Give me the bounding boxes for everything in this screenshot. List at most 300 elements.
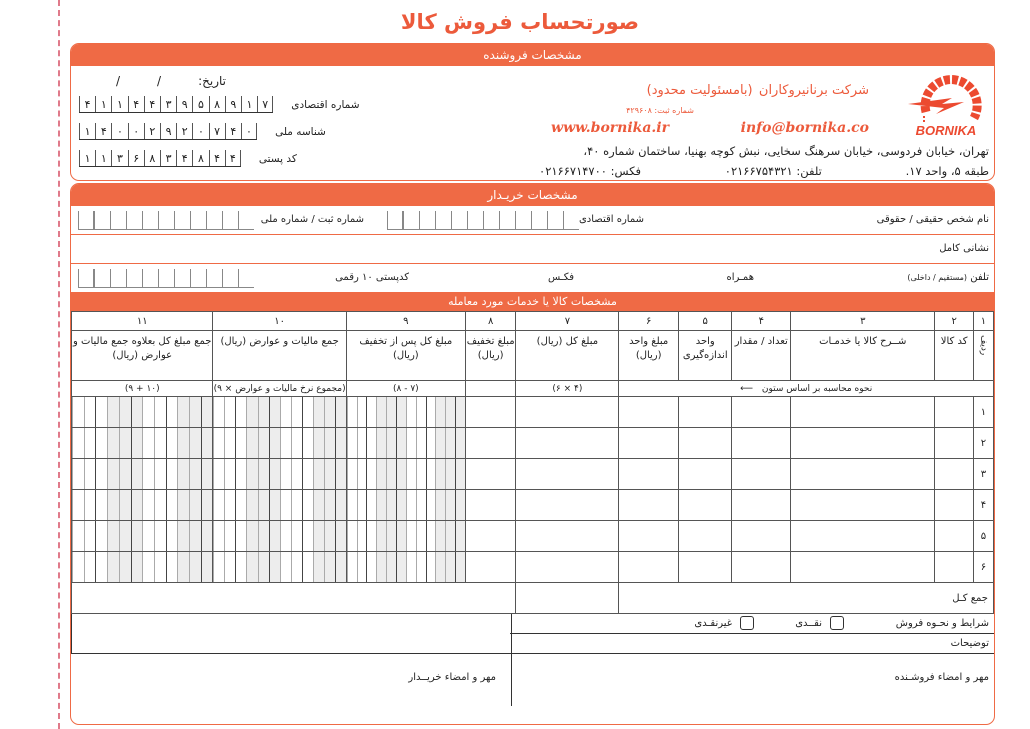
digit-slot — [426, 459, 436, 489]
digit-slot — [213, 459, 224, 489]
digit-slot — [246, 521, 257, 551]
item-row — [72, 552, 994, 583]
digit-slot — [224, 459, 235, 489]
digit-box[interactable]: ۴ — [225, 123, 241, 139]
item-cell[interactable] — [465, 428, 515, 459]
digit-grid — [72, 397, 212, 427]
buyer-signature-label: مهر و امضاء خریــدار — [408, 672, 496, 683]
digit-slot — [177, 397, 189, 427]
item-cell[interactable] — [935, 490, 973, 521]
buyer-economic-code-input[interactable] — [387, 211, 579, 230]
digit-slot — [142, 428, 154, 458]
digit-slot — [246, 428, 257, 458]
digit-slot — [366, 428, 376, 458]
digit-slot — [84, 490, 96, 520]
digit-slot — [95, 521, 107, 551]
item-cell[interactable] — [619, 490, 679, 521]
digit-box[interactable] — [419, 211, 435, 230]
item-cell[interactable] — [516, 490, 619, 521]
item-cell-tax[interactable] — [213, 459, 346, 490]
item-cell[interactable] — [732, 521, 791, 552]
digit-slot — [119, 552, 131, 582]
item-cell[interactable] — [619, 428, 679, 459]
digit-box[interactable]: ۰ — [111, 123, 127, 139]
buyer-row-address[interactable] — [71, 235, 994, 264]
digit-slot — [224, 490, 235, 520]
item-cell[interactable] — [732, 428, 791, 459]
digit-box[interactable] — [238, 211, 254, 230]
calc-basis-label: نحوه محاسبه بر اساس ستون — [761, 383, 873, 394]
digit-box[interactable]: ۰ — [192, 123, 208, 139]
digit-box[interactable] — [238, 269, 254, 288]
date-field[interactable] — [116, 74, 226, 88]
col-header-tax: جمع مالیات و عوارض (ریال) — [213, 331, 346, 381]
item-cell-tax[interactable] — [213, 552, 346, 583]
col-header-row-no: ردیف — [978, 335, 989, 356]
phone-hint: (مستقیم / داخلی) — [907, 273, 968, 282]
digit-box[interactable]: ۵ — [192, 96, 208, 112]
digit-slot — [119, 428, 131, 458]
buyer-reg-national-input[interactable] — [78, 211, 254, 230]
digit-box[interactable] — [142, 211, 158, 230]
digit-slot — [107, 552, 119, 582]
item-cell[interactable] — [678, 459, 732, 490]
digit-slot — [324, 397, 335, 427]
digit-slot — [235, 428, 246, 458]
date-separator: / — [157, 74, 162, 88]
item-cell[interactable] — [619, 397, 679, 428]
digit-box[interactable]: ۸ — [209, 96, 225, 112]
digit-slot — [357, 521, 367, 551]
digit-slot — [445, 459, 455, 489]
buyer-row-phone — [71, 264, 994, 293]
digit-box[interactable] — [435, 211, 451, 230]
digit-slot — [142, 459, 154, 489]
digit-slot — [280, 428, 291, 458]
item-cell[interactable] — [935, 552, 973, 583]
item-cell[interactable] — [935, 521, 973, 552]
digit-slot — [426, 521, 436, 551]
item-cell[interactable] — [732, 397, 791, 428]
item-cell-after-discount[interactable] — [346, 521, 465, 552]
row-number: ۵ — [973, 521, 993, 552]
item-cell-after-discount[interactable] — [346, 397, 465, 428]
address-floor: طبقه ۵، واحد ۱۷. — [905, 164, 989, 178]
digit-slot — [131, 459, 143, 489]
goods-section-title: مشخصات کالا یا خدمات مورد معامله — [71, 293, 994, 311]
digit-slot — [189, 490, 201, 520]
digit-slot — [347, 397, 357, 427]
item-cell[interactable] — [516, 428, 619, 459]
row-number: ۴ — [973, 490, 993, 521]
digit-slot — [302, 552, 313, 582]
digit-box[interactable] — [403, 211, 419, 230]
digit-box[interactable] — [222, 269, 238, 288]
seller-economic-code — [79, 96, 360, 113]
seller-phone: تلفن: ۰۲۱۶۶۷۵۴۳۲۱ — [724, 164, 822, 178]
item-row — [72, 459, 994, 490]
item-cell[interactable] — [619, 521, 679, 552]
notes-row[interactable] — [510, 634, 994, 654]
item-cell-after-discount[interactable] — [346, 552, 465, 583]
cash-label: نقــدی — [795, 618, 822, 629]
digit-slot — [445, 521, 455, 551]
digit-slot — [84, 459, 96, 489]
digit-slot — [84, 428, 96, 458]
digit-slot — [258, 459, 269, 489]
item-cell[interactable] — [935, 397, 973, 428]
digit-box[interactable]: ۰ — [128, 123, 144, 139]
digit-box[interactable]: ۷ — [257, 96, 273, 112]
item-cell[interactable] — [465, 521, 515, 552]
digit-slot — [235, 490, 246, 520]
item-cell[interactable] — [791, 552, 935, 583]
digit-slot — [131, 552, 143, 582]
digit-slot — [84, 521, 96, 551]
digit-box[interactable]: ۳ — [111, 150, 127, 166]
digit-grid — [213, 397, 345, 427]
digit-slot — [347, 552, 357, 582]
digit-box[interactable]: ۴ — [128, 96, 144, 112]
item-cell[interactable] — [516, 397, 619, 428]
digit-slot — [72, 397, 84, 427]
digit-slot — [313, 490, 324, 520]
digit-box[interactable] — [515, 211, 531, 230]
digit-slot — [291, 428, 302, 458]
buyer-fax-label: فکـس — [548, 272, 574, 283]
digit-box[interactable] — [126, 269, 142, 288]
buyer-name-label: نام شخص حقیقی / حقوقی — [876, 214, 989, 225]
digit-box[interactable]: ۹ — [225, 96, 241, 112]
item-cell[interactable] — [516, 459, 619, 490]
digit-slot — [357, 490, 367, 520]
cash-checkbox[interactable] — [830, 616, 844, 630]
digit-slot — [445, 428, 455, 458]
digit-slot — [107, 459, 119, 489]
digit-box[interactable]: ۸ — [144, 150, 160, 166]
digit-slot — [366, 552, 376, 582]
buyer-economic-code-label: شماره اقتصادی — [578, 214, 644, 225]
buyer-row-name — [71, 206, 994, 235]
digit-box[interactable]: ۲ — [144, 123, 160, 139]
digit-slot — [366, 490, 376, 520]
digit-slot — [131, 397, 143, 427]
digit-slot — [435, 428, 445, 458]
digit-box[interactable] — [499, 211, 515, 230]
buyer-postal-label: کدپستی ۱۰ رقمی — [335, 272, 409, 283]
digit-slot — [416, 397, 426, 427]
digit-slot — [235, 459, 246, 489]
digit-box[interactable]: ۴ — [79, 96, 95, 112]
postal-code-digits — [79, 150, 241, 167]
item-cell[interactable] — [935, 428, 973, 459]
digit-slot — [347, 459, 357, 489]
seller-signature-box[interactable] — [510, 654, 994, 704]
digit-box[interactable]: ۶ — [128, 150, 144, 166]
digit-box[interactable] — [174, 211, 190, 230]
date-label: تاریخ: — [198, 74, 226, 88]
total-cell-col7[interactable] — [516, 583, 619, 614]
digit-slot — [269, 397, 280, 427]
website-link[interactable]: www.bornika.ir — [551, 120, 669, 136]
item-cell[interactable] — [791, 459, 935, 490]
item-cell[interactable] — [678, 552, 732, 583]
item-cell[interactable] — [732, 459, 791, 490]
digit-slot — [445, 490, 455, 520]
col-header-total: مبلغ کل (ریال) — [516, 331, 619, 381]
digit-slot — [335, 397, 346, 427]
digit-slot — [376, 459, 386, 489]
total-cell-left[interactable] — [72, 583, 516, 614]
digit-box[interactable] — [126, 211, 142, 230]
item-cell-tax[interactable] — [213, 428, 346, 459]
digit-box[interactable] — [206, 269, 222, 288]
buyer-address-label: نشانی کامل — [939, 243, 989, 254]
digit-slot — [269, 428, 280, 458]
digit-slot — [416, 428, 426, 458]
digit-slot — [435, 490, 445, 520]
col-header-unit-price: مبلغ واحد (ریال) — [619, 331, 679, 381]
email-link[interactable]: info@bornika.co — [740, 120, 869, 136]
digit-slot — [154, 521, 166, 551]
col-number: ۷ — [516, 312, 619, 331]
digit-slot — [435, 397, 445, 427]
seller-postal-code — [79, 150, 297, 167]
item-cell[interactable] — [791, 428, 935, 459]
digit-grid — [72, 428, 212, 458]
digit-box[interactable] — [222, 211, 238, 230]
seller-panel — [70, 43, 995, 181]
item-cell[interactable] — [465, 459, 515, 490]
digit-slot — [224, 428, 235, 458]
digit-slot — [280, 490, 291, 520]
digit-slot — [142, 521, 154, 551]
digit-box[interactable] — [110, 211, 126, 230]
column-header-row — [72, 331, 994, 381]
digit-slot — [376, 490, 386, 520]
buyer-mobile-label: همـراه — [726, 272, 754, 283]
item-cell[interactable] — [678, 490, 732, 521]
col-header-grand-total: جمع مبلغ کل بعلاوه جمع مالیات و عوارض (ریال) — [72, 331, 213, 381]
digit-slot — [376, 428, 386, 458]
item-cell[interactable] — [516, 552, 619, 583]
digit-box[interactable] — [94, 269, 110, 288]
digit-box[interactable] — [174, 269, 190, 288]
digit-box[interactable] — [531, 211, 547, 230]
digit-box[interactable] — [110, 269, 126, 288]
item-cell[interactable] — [935, 459, 973, 490]
col-header-quantity: تعداد / مقدار — [732, 331, 791, 381]
buyer-postal-input[interactable] — [78, 269, 254, 288]
item-cell[interactable] — [516, 521, 619, 552]
digit-slot — [258, 397, 269, 427]
digit-grid — [213, 521, 345, 551]
digit-slot — [177, 490, 189, 520]
digit-slot — [426, 552, 436, 582]
digit-slot — [291, 521, 302, 551]
digit-slot — [280, 552, 291, 582]
digit-box[interactable] — [547, 211, 563, 230]
digit-slot — [455, 459, 465, 489]
item-cell[interactable] — [678, 397, 732, 428]
digit-slot — [455, 521, 465, 551]
col-header-after-discount: مبلغ کل پس از تخفیف (ریال) — [346, 331, 465, 381]
digit-slot — [131, 428, 143, 458]
item-cell[interactable] — [465, 397, 515, 428]
item-cell[interactable] — [791, 490, 935, 521]
digit-box[interactable] — [563, 211, 579, 230]
item-cell[interactable] — [678, 521, 732, 552]
digit-slot — [302, 490, 313, 520]
digit-box[interactable]: ۲ — [176, 123, 192, 139]
digit-slot — [246, 490, 257, 520]
item-cell[interactable] — [465, 490, 515, 521]
digit-box[interactable]: ۱ — [111, 96, 127, 112]
item-cell-grand-total[interactable] — [72, 459, 213, 490]
digit-grid — [72, 552, 212, 582]
item-cell[interactable] — [619, 552, 679, 583]
item-cell-after-discount[interactable] — [346, 459, 465, 490]
digit-slot — [72, 459, 84, 489]
col-number: ۸ — [465, 312, 515, 331]
digit-slot — [131, 490, 143, 520]
item-cell-after-discount[interactable] — [346, 428, 465, 459]
col-number: ۳ — [791, 312, 935, 331]
item-cell-tax[interactable] — [213, 521, 346, 552]
address-line-1: تهران، خیابان فردوسی، خیابان سرهنگ سخایی، نبش کوچه بهنیا، ساختمان شماره ۴۰، — [583, 144, 989, 158]
digit-slot — [224, 397, 235, 427]
phone-label-text: تلفن — [970, 272, 989, 283]
calc-formula-col10: (مجموع نرخ مالیات و عوارض × ۹) — [213, 381, 346, 397]
digit-box[interactable] — [467, 211, 483, 230]
digit-slot — [166, 521, 178, 551]
digit-box[interactable]: ۷ — [209, 123, 225, 139]
digit-box[interactable] — [483, 211, 499, 230]
calc-basis — [619, 381, 994, 397]
digit-box[interactable] — [190, 211, 206, 230]
item-row — [72, 428, 994, 459]
digit-grid — [347, 397, 465, 427]
digit-slot — [246, 459, 257, 489]
col-header-description: شــرح کالا یا خدمـات — [791, 331, 935, 381]
digit-box[interactable] — [78, 269, 94, 288]
digit-slot — [72, 490, 84, 520]
digit-box[interactable] — [158, 211, 174, 230]
digit-slot — [201, 459, 213, 489]
digit-box[interactable]: ۱ — [79, 150, 95, 166]
digit-box[interactable]: ۸ — [192, 150, 208, 166]
digit-box[interactable]: ۳ — [160, 150, 176, 166]
col-number: ۹ — [346, 312, 465, 331]
digit-slot — [280, 397, 291, 427]
digit-box[interactable]: ۱ — [241, 96, 257, 112]
national-id-label: شناسه ملی — [275, 125, 326, 138]
digit-box[interactable]: ۱ — [95, 96, 111, 112]
digit-box[interactable]: ۴ — [225, 150, 241, 166]
digit-box[interactable] — [206, 211, 222, 230]
item-cell[interactable] — [791, 521, 935, 552]
digit-slot — [386, 552, 396, 582]
item-cell[interactable] — [791, 397, 935, 428]
digit-grid — [347, 521, 465, 551]
noncash-checkbox[interactable] — [740, 616, 754, 630]
col-number: ۴ — [732, 312, 791, 331]
digit-slot — [406, 459, 416, 489]
digit-box[interactable]: ۴ — [176, 150, 192, 166]
column-number-row — [72, 312, 994, 331]
digit-slot — [366, 397, 376, 427]
item-cell-tax[interactable] — [213, 490, 346, 521]
item-cell-grand-total[interactable] — [72, 490, 213, 521]
digit-slot — [166, 397, 178, 427]
item-cell-grand-total[interactable] — [72, 428, 213, 459]
item-cell-grand-total[interactable] — [72, 397, 213, 428]
calc-formula-col8 — [465, 381, 515, 397]
buyer-panel — [70, 183, 995, 725]
digit-slot — [119, 490, 131, 520]
digit-box[interactable]: ۴ — [95, 123, 111, 139]
digit-box[interactable]: ۳ — [160, 96, 176, 112]
digit-slot — [269, 552, 280, 582]
item-cell-grand-total[interactable] — [72, 521, 213, 552]
digit-slot — [95, 397, 107, 427]
digit-box[interactable] — [158, 269, 174, 288]
item-cell[interactable] — [678, 428, 732, 459]
digit-slot — [324, 490, 335, 520]
digit-slot — [445, 552, 455, 582]
digit-slot — [107, 397, 119, 427]
digit-slot — [235, 397, 246, 427]
digit-box[interactable] — [94, 211, 110, 230]
digit-box[interactable] — [142, 269, 158, 288]
digit-grid — [213, 490, 345, 520]
digit-slot — [95, 428, 107, 458]
digit-slot — [313, 552, 324, 582]
digit-box[interactable]: ۴ — [209, 150, 225, 166]
digit-slot — [224, 552, 235, 582]
digit-box[interactable]: ۱ — [79, 123, 95, 139]
item-cell[interactable] — [465, 552, 515, 583]
buyer-phone-label — [907, 272, 989, 283]
item-cell[interactable] — [732, 490, 791, 521]
digit-box[interactable]: ۱ — [95, 150, 111, 166]
item-cell[interactable] — [619, 459, 679, 490]
digit-box[interactable]: ۰ — [241, 123, 257, 139]
digit-box[interactable]: ۹ — [160, 123, 176, 139]
digit-slot — [201, 397, 213, 427]
item-cell-after-discount[interactable] — [346, 490, 465, 521]
item-cell-tax[interactable] — [213, 397, 346, 428]
col-number: ۱۰ — [213, 312, 346, 331]
buyer-signature-box[interactable] — [71, 654, 511, 704]
digit-box[interactable] — [78, 211, 94, 230]
item-cell[interactable] — [732, 552, 791, 583]
digit-slot — [357, 552, 367, 582]
digit-box[interactable]: ۴ — [144, 96, 160, 112]
col-number: ۱ — [973, 312, 993, 331]
digit-slot — [324, 428, 335, 458]
digit-box[interactable] — [451, 211, 467, 230]
digit-slot — [302, 428, 313, 458]
digit-box[interactable]: ۹ — [176, 96, 192, 112]
calc-formula-col11: (۱۰ + ۹) — [72, 381, 213, 397]
item-cell-grand-total[interactable] — [72, 552, 213, 583]
digit-box[interactable] — [387, 211, 403, 230]
digit-box[interactable] — [190, 269, 206, 288]
digit-slot — [302, 459, 313, 489]
digit-slot — [213, 521, 224, 551]
digit-slot — [258, 521, 269, 551]
